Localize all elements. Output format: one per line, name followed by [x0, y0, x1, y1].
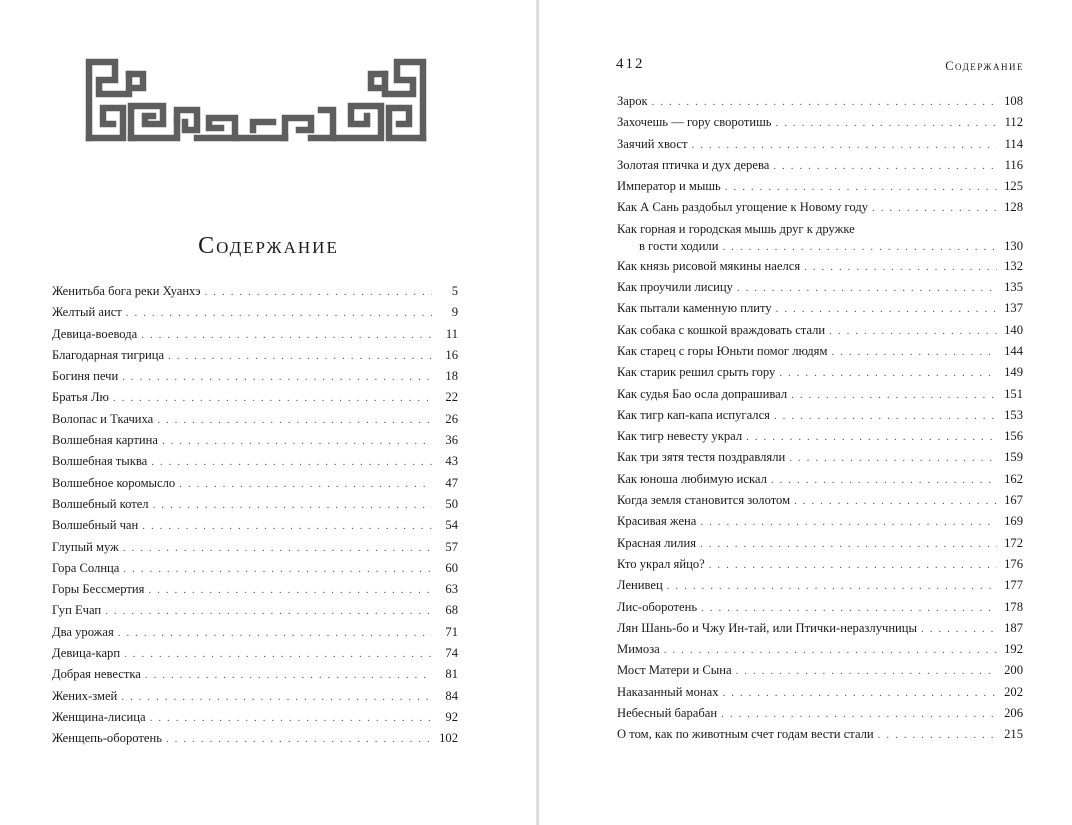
toc-entry	[52, 643, 458, 664]
toc-entry	[617, 490, 1023, 511]
toc-leader-dots	[667, 576, 997, 597]
toc-list-right	[617, 91, 1023, 746]
toc-leader-dots	[692, 135, 997, 156]
toc-entry-title: Волшебная тыква	[52, 454, 148, 469]
toc-entry	[52, 451, 458, 472]
toc-entry-title: Волшебный котел	[52, 496, 149, 511]
toc-entry	[617, 134, 1023, 155]
toc-leader-dots	[205, 282, 432, 303]
toc-entry-page: 128	[1004, 200, 1023, 215]
toc-entry	[617, 426, 1023, 447]
toc-entry-title: Как горная и городская мышь друг к дружке	[617, 221, 855, 236]
toc-entry-page: 18	[445, 369, 458, 384]
toc-entry	[52, 281, 458, 302]
toc-entry-title: Золотая птичка и дух дерева	[617, 157, 770, 172]
toc-entry-title: Когда земля становится золотом	[617, 493, 791, 508]
toc-entry-page: 144	[1004, 343, 1023, 358]
toc-leader-dots	[872, 198, 997, 219]
toc-entry	[52, 600, 458, 621]
toc-entry-page: 116	[1004, 157, 1023, 172]
toc-leader-dots	[168, 346, 432, 367]
toc-leader-dots	[124, 644, 432, 665]
toc-leader-dots	[921, 619, 997, 640]
toc-entry-title: Глупый муж	[52, 539, 119, 554]
toc-entry	[52, 366, 458, 387]
toc-entry-page: 130	[1004, 238, 1023, 253]
toc-entry	[52, 664, 458, 685]
toc-entry-title: Кто украл яйцо?	[617, 556, 705, 571]
toc-entry-page: 50	[445, 496, 458, 511]
toc-leader-dots	[652, 92, 997, 113]
toc-entry	[52, 686, 458, 707]
toc-entry-page: 167	[1004, 493, 1023, 508]
toc-entry	[617, 277, 1023, 298]
toc-entry-title: Добрая невестка	[52, 667, 141, 682]
toc-entry-title: Как тигр невесту украл	[617, 429, 743, 444]
toc-entry-title: Гора Солнца	[52, 560, 120, 575]
toc-entry-page: 84	[445, 688, 458, 703]
toc-entry-page: 135	[1004, 280, 1023, 295]
toc-leader-dots	[151, 452, 432, 473]
toc-entry-title: Небесный барабан	[617, 706, 718, 721]
toc-entry	[617, 197, 1023, 218]
toc-leader-dots	[141, 325, 432, 346]
toc-entry-page: 74	[445, 646, 458, 661]
toc-entry-line2	[617, 237, 1023, 256]
toc-entry-page: 140	[1004, 322, 1023, 337]
toc-entry-title: Как князь рисовой мякины наелся	[617, 258, 801, 273]
toc-entry-title: Как проучили лисицу	[617, 280, 733, 295]
toc-entry-title: Благодарная тигрица	[52, 347, 165, 362]
toc-entry-page: 43	[445, 454, 458, 469]
toc-entry-page: 200	[1004, 663, 1023, 678]
toc-entry	[52, 302, 458, 323]
toc-entry-title: Девица-карп	[52, 646, 121, 661]
toc-entry-page: 60	[445, 560, 458, 575]
toc-entry-title: Как судья Бао осла допрашивал	[617, 386, 788, 401]
toc-entry-title: Гуп Ечап	[52, 603, 102, 618]
toc-entry-title-continued: в гости ходили	[639, 238, 719, 253]
toc-entry	[52, 515, 458, 536]
toc-leader-dots	[829, 321, 997, 342]
toc-entry-title: Братья Лю	[52, 390, 109, 405]
toc-entry	[52, 622, 458, 643]
toc-entry-page: 192	[1004, 642, 1023, 657]
toc-entry-page: 215	[1004, 727, 1023, 742]
toc-entry-title: Жених-змей	[52, 688, 118, 703]
toc-entry-title: Как три зятя тестя поздравляли	[617, 450, 786, 465]
toc-entry-page: 22	[445, 390, 458, 405]
toc-entry-title: Красная лилия	[617, 535, 696, 550]
toc-leader-dots	[789, 448, 997, 469]
toc-entry	[617, 91, 1023, 112]
toc-leader-dots	[794, 491, 997, 512]
toc-list-left	[52, 281, 458, 750]
toc-entry-title: Женщепь-оборотень	[52, 731, 162, 746]
toc-entry-title: Желтый аист	[52, 305, 122, 320]
toc-entry-title: Горы Бессмертия	[52, 582, 145, 597]
toc-entry-title: Красивая жена	[617, 514, 697, 529]
toc-entry-page: 172	[1004, 535, 1023, 550]
toc-entry-title: Богиня печи	[52, 369, 119, 384]
toc-entry	[617, 256, 1023, 277]
toc-entry-page: 36	[445, 433, 458, 448]
toc-entry-title: Волшебная картина	[52, 433, 159, 448]
toc-entry-page: 9	[451, 305, 458, 320]
toc-entry-title: Женщина-лисица	[52, 709, 146, 724]
toc-entry-page: 149	[1004, 365, 1023, 380]
toc-entry-page: 137	[1004, 301, 1023, 316]
toc-entry	[617, 384, 1023, 405]
toc-entry	[52, 728, 458, 749]
toc-leader-dots	[721, 704, 997, 725]
toc-entry-page: 16	[445, 347, 458, 362]
toc-entry	[52, 494, 458, 515]
toc-entry	[617, 618, 1023, 639]
toc-entry-page: 151	[1004, 386, 1023, 401]
toc-entry-title: Как юноша любимую искал	[617, 471, 767, 486]
toc-entry	[617, 682, 1023, 703]
toc-entry-title: О том, как по животным счет годам вести стали	[617, 727, 874, 742]
toc-leader-dots	[148, 580, 432, 601]
toc-leader-dots	[804, 257, 997, 278]
toc-entry	[617, 219, 1023, 256]
toc-entry-page: 187	[1004, 620, 1023, 635]
toc-leader-dots	[162, 431, 432, 452]
toc-leader-dots	[722, 238, 997, 257]
toc-entry	[617, 639, 1023, 660]
toc-leader-dots	[105, 601, 432, 622]
toc-entry	[617, 176, 1023, 197]
toc-entry-page: 108	[1004, 94, 1023, 108]
toc-entry-title: Волшебное коромысло	[52, 475, 176, 490]
toc-entry-title: Волшебный чан	[52, 518, 139, 533]
toc-entry-title: Женитьба бога реки Хуанхэ	[52, 284, 201, 298]
toc-entry	[617, 533, 1023, 554]
toc-entry-title: Как старец с горы Юньти помог людям	[617, 343, 828, 358]
toc-leader-dots	[725, 177, 997, 198]
toc-leader-dots	[126, 303, 432, 324]
toc-entry-page: 159	[1004, 450, 1023, 465]
toc-entry-page: 11	[445, 326, 458, 341]
toc-leader-dots	[123, 559, 432, 580]
toc-leader-dots	[157, 410, 432, 431]
toc-entry	[617, 554, 1023, 575]
toc-entry-page: 169	[1004, 514, 1023, 529]
toc-leader-dots	[736, 661, 997, 682]
toc-entry-page: 153	[1004, 407, 1023, 422]
toc-leader-dots	[145, 665, 432, 686]
toc-entry	[52, 387, 458, 408]
toc-entry	[52, 707, 458, 728]
toc-entry-page: 68	[445, 603, 458, 618]
toc-entry	[52, 345, 458, 366]
toc-leader-dots	[709, 555, 997, 576]
toc-leader-dots	[122, 367, 432, 388]
toc-entry-page: 47	[445, 475, 458, 490]
toc-entry-title: Как пытали каменную плиту	[617, 301, 772, 316]
toc-entry-title: Император и мышь	[617, 179, 721, 194]
toc-entry	[617, 362, 1023, 383]
toc-entry-title: Лян Шань-бо и Чжу Ин-тай, или Птички-неразлучницы	[617, 620, 917, 635]
toc-leader-dots	[771, 470, 997, 491]
toc-entry-page: 63	[445, 582, 458, 597]
toc-entry	[52, 430, 458, 451]
toc-leader-dots	[746, 427, 997, 448]
toc-entry-title: Ленивец	[617, 578, 663, 593]
toc-entry	[617, 298, 1023, 319]
toc-entry-page: 54	[445, 518, 458, 533]
toc-leader-dots	[664, 640, 997, 661]
toc-entry-title: Как собака с кошкой враждовать стали	[617, 322, 826, 337]
toc-leader-dots	[179, 474, 432, 495]
chinese-fret-ornament-icon	[85, 58, 427, 142]
toc-entry-title: Два урожая	[52, 624, 114, 639]
toc-entry	[617, 320, 1023, 341]
toc-entry	[52, 409, 458, 430]
toc-entry-page: 112	[1004, 115, 1023, 130]
toc-leader-dots	[123, 538, 432, 559]
toc-entry-page: 178	[1004, 599, 1023, 614]
toc-entry-title: Мост Матери и Сына	[617, 663, 732, 678]
toc-leader-dots	[118, 623, 432, 644]
toc-leader-dots	[773, 156, 997, 177]
toc-leader-dots	[878, 725, 997, 746]
toc-entry	[52, 324, 458, 345]
toc-entry-title: Как старик решил срыть гору	[617, 365, 776, 380]
toc-entry	[617, 341, 1023, 362]
toc-leader-dots	[150, 708, 432, 729]
toc-leader-dots	[774, 406, 997, 427]
section-title: Содержание	[198, 233, 339, 259]
toc-entry-page: 177	[1004, 578, 1023, 593]
toc-entry-title: Волопас и Ткачиха	[52, 411, 154, 426]
toc-entry-page: 132	[1004, 258, 1023, 273]
toc-entry-page: 125	[1004, 179, 1023, 194]
toc-entry-page: 5	[451, 284, 458, 298]
toc-entry	[617, 405, 1023, 426]
toc-entry-title: Лис-оборотень	[617, 599, 698, 614]
toc-entry	[617, 511, 1023, 532]
toc-entry	[617, 660, 1023, 681]
toc-entry-page: 176	[1004, 556, 1023, 571]
toc-entry	[52, 579, 458, 600]
toc-entry-title: Заячий хвост	[617, 136, 688, 151]
toc-entry-title: Зарок	[617, 94, 648, 108]
toc-entry-page: 102	[439, 731, 458, 746]
toc-entry	[617, 447, 1023, 468]
toc-entry-page: 26	[445, 411, 458, 426]
toc-entry-title: Захочешь — гору своротишь	[617, 115, 772, 130]
page-number: 412	[616, 56, 645, 72]
toc-entry-page: 114	[1004, 136, 1023, 151]
toc-entry	[617, 469, 1023, 490]
toc-entry-page: 57	[445, 539, 458, 554]
toc-entry-title: Как А Сань раздобыл угощение к Новому году	[617, 200, 869, 215]
toc-entry	[52, 537, 458, 558]
toc-entry	[617, 724, 1023, 745]
toc-entry-title: Наказанный монах	[617, 684, 719, 699]
toc-entry-page: 92	[445, 709, 458, 724]
toc-entry	[52, 558, 458, 579]
toc-leader-dots	[791, 385, 997, 406]
toc-entry	[617, 112, 1023, 133]
toc-entry	[617, 597, 1023, 618]
toc-entry-page: 202	[1004, 684, 1023, 699]
toc-leader-dots	[700, 512, 997, 533]
toc-leader-dots	[776, 113, 997, 134]
toc-entry	[617, 155, 1023, 176]
toc-leader-dots	[723, 683, 998, 704]
toc-entry	[617, 703, 1023, 724]
toc-entry	[52, 473, 458, 494]
toc-entry-page: 162	[1004, 471, 1023, 486]
toc-entry-title: Мимоза	[617, 642, 660, 657]
toc-entry-page: 206	[1004, 706, 1023, 721]
toc-entry-page: 81	[445, 667, 458, 682]
running-title: Содержание	[945, 59, 1024, 73]
toc-leader-dots	[166, 729, 432, 750]
toc-entry-page: 71	[445, 624, 458, 639]
toc-leader-dots	[701, 598, 997, 619]
toc-leader-dots	[737, 278, 997, 299]
toc-leader-dots	[153, 495, 432, 516]
toc-entry-title: Девица-воевода	[52, 326, 138, 341]
toc-leader-dots	[142, 516, 432, 537]
toc-leader-dots	[776, 299, 997, 320]
toc-leader-dots	[831, 342, 997, 363]
toc-leader-dots	[113, 388, 432, 409]
toc-leader-dots	[121, 687, 432, 708]
toc-entry	[617, 575, 1023, 596]
toc-leader-dots	[700, 534, 997, 555]
toc-entry-page: 156	[1004, 429, 1023, 444]
toc-entry-title: Как тигр кап-капа испугался	[617, 407, 770, 422]
toc-leader-dots	[779, 363, 997, 384]
